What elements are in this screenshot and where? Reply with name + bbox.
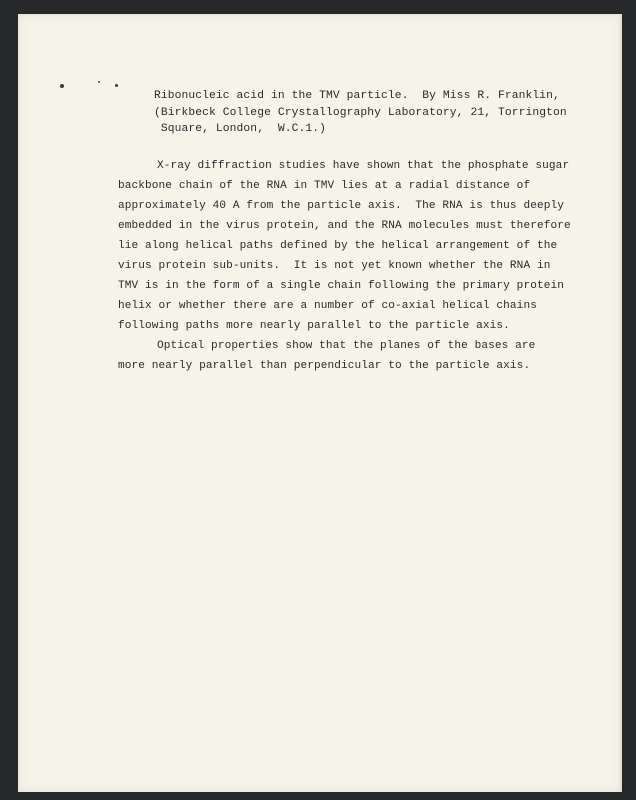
paragraph-line: TMV is in the form of a single chain following the primary protein bbox=[118, 280, 564, 292]
paragraph-line: Optical properties show that the planes of the bases are bbox=[157, 340, 536, 352]
paragraph-line: embedded in the virus protein, and the RNA molecules must therefore bbox=[118, 220, 571, 232]
paragraph-line: following paths more nearly parallel to the particle axis. bbox=[118, 320, 510, 332]
ink-speck bbox=[98, 81, 100, 83]
paragraph-line: backbone chain of the RNA in TMV lies at a radial distance of bbox=[118, 180, 531, 192]
paragraph-line: approximately 40 A from the particle axis. The RNA is thus deeply bbox=[118, 200, 564, 212]
paragraph-line: helix or whether there are a number of co-axial helical chains bbox=[118, 300, 537, 312]
ink-speck bbox=[60, 84, 64, 88]
page-edge bbox=[619, 14, 622, 792]
paragraph-line: virus protein sub-units. It is not yet known whether the RNA in bbox=[118, 260, 551, 272]
paragraph-line: lie along helical paths defined by the helical arrangement of the bbox=[118, 240, 558, 252]
paragraph-line: more nearly parallel than perpendicular to the particle axis. bbox=[118, 360, 531, 372]
heading-line-3: Square, London, W.C.1.) bbox=[154, 123, 326, 135]
heading-line-2: (Birkbeck College Crystallography Laboratory, 21, Torrington bbox=[154, 107, 567, 119]
heading-line-1: Ribonucleic acid in the TMV particle. By Miss R. Franklin, bbox=[154, 90, 560, 102]
ink-specks bbox=[58, 79, 118, 93]
ink-speck bbox=[115, 84, 118, 87]
paragraph-line: X-ray diffraction studies have shown that the phosphate sugar bbox=[157, 160, 570, 172]
typed-page bbox=[18, 14, 622, 792]
